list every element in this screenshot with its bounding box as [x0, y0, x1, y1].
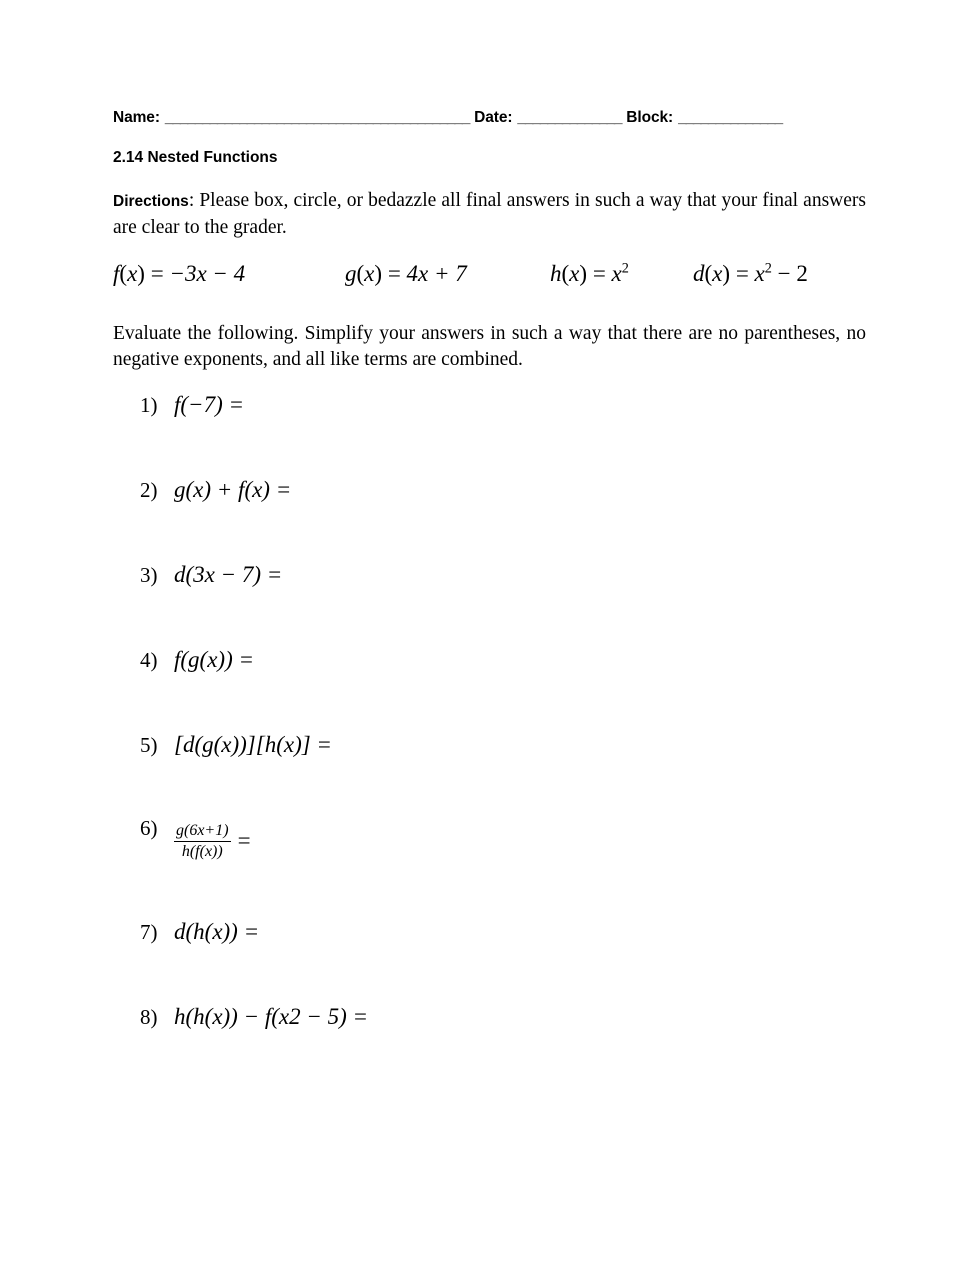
problem-number: 4) — [140, 648, 158, 672]
g-definition: g(x) = 4x + 7 — [345, 260, 467, 286]
problem-number: 6) — [140, 816, 158, 840]
problem-number: 3) — [140, 563, 158, 587]
block-label: Block: — [626, 109, 674, 126]
date-label: Date: — [474, 109, 513, 126]
fraction-numerator: g(6x+1) — [176, 822, 229, 839]
directions-label: Directions — [113, 193, 189, 210]
problem-list — [113, 392, 866, 1052]
problem-expression: h(h(x)) − f(x2 − 5) = — [174, 1004, 369, 1029]
problem-item — [140, 392, 244, 418]
problem-expression: [d(g(x))][h(x)] = — [174, 732, 332, 757]
block-blank[interactable]: ______________ — [678, 109, 782, 126]
function-definitions — [113, 261, 866, 299]
problem-item — [140, 816, 251, 861]
f-definition: f(x) = −3x − 4 — [113, 260, 246, 286]
problem-number: 8) — [140, 1005, 158, 1029]
problem-expression — [174, 822, 251, 861]
problem-expression: f(−7) = — [174, 392, 244, 417]
directions-text: : Please box, circle, or bedazzle all final answers in such a way that your final answers are clear to the grader. — [113, 190, 866, 238]
h-definition: $h(x) = x^2$ — [550, 259, 629, 286]
problem-item — [140, 919, 259, 945]
directions-paragraph — [113, 188, 866, 241]
name-blank[interactable]: _________________________________________ — [164, 109, 470, 126]
fraction — [174, 822, 231, 861]
problem-expression: f(g(x)) = — [174, 647, 255, 672]
d-definition: $d(x) = x^2 - 2$ — [693, 259, 808, 286]
problem-expression: d(3x − 7) = — [174, 562, 283, 587]
page-title: 2.14 Nested Functions — [113, 149, 278, 166]
equals-sign: = — [237, 828, 251, 854]
name-label: Name: — [113, 109, 160, 126]
problem-item — [140, 562, 282, 588]
problem-item — [140, 647, 254, 673]
problem-expression: d(h(x)) = — [174, 919, 260, 944]
problem-number: 1) — [140, 393, 158, 417]
date-blank[interactable]: ______________ — [517, 109, 622, 126]
student-info-line — [113, 108, 866, 128]
problem-number: 5) — [140, 733, 158, 757]
instructions-paragraph: Evaluate the following. Simplify your answers in such a way that there are no parentheses, no negative exponents, and all like terms are combined. — [113, 322, 866, 370]
problem-item — [140, 732, 332, 758]
problem-number: 2) — [140, 478, 158, 502]
problem-item — [140, 1004, 368, 1030]
fraction-denominator: h(f(x)) — [181, 842, 223, 860]
problem-expression: g(x) + f(x) = — [174, 477, 292, 502]
problem-number: 7) — [140, 920, 158, 944]
problem-item — [140, 477, 291, 503]
worksheet-content — [113, 108, 866, 1052]
